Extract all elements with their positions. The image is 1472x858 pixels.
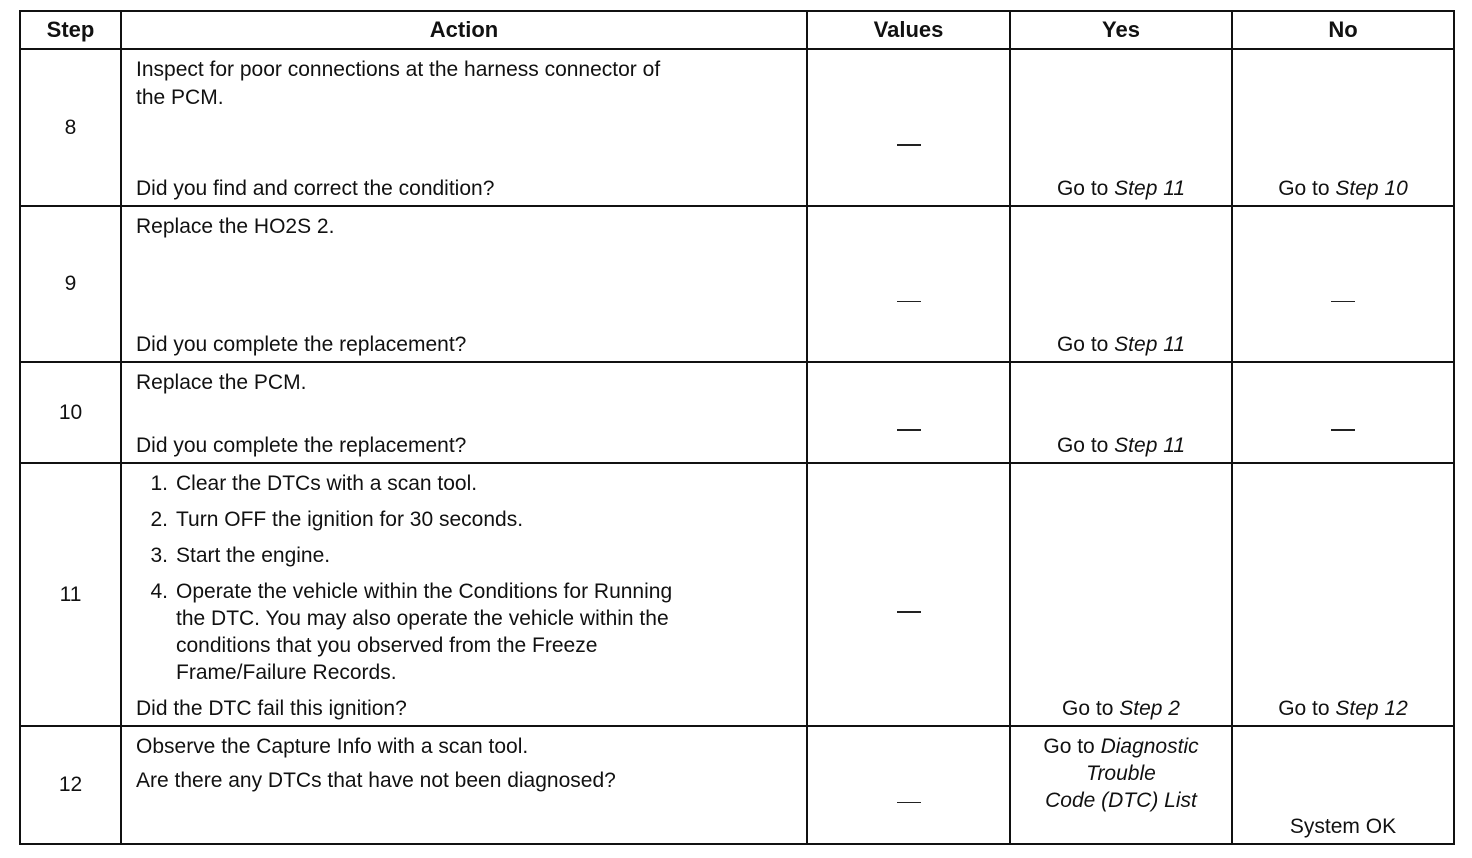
no-cell: [1232, 463, 1454, 726]
step-number: 12: [20, 726, 121, 844]
table-row: [20, 726, 1454, 844]
table-row: [20, 206, 1454, 362]
list-item: 3. Start the engine.: [150, 544, 331, 567]
header-action: Action: [121, 11, 807, 49]
header-step: Step: [20, 11, 121, 49]
values-cell: [807, 362, 1010, 463]
no-goto[interactable]: Go to Step 10: [1278, 177, 1408, 200]
no-cell: [1232, 49, 1454, 206]
yes-goto[interactable]: Go to Step 11: [1056, 177, 1186, 200]
step-number: 10: [20, 362, 121, 463]
action-question: Are there any DTCs that have not been diagnosed?: [136, 769, 616, 792]
step-number: 8: [20, 49, 121, 206]
yes-goto[interactable]: Go to Step 2: [1062, 697, 1180, 720]
values-dash: [808, 284, 1009, 308]
action-question: Did the DTC fail this ignition?: [136, 697, 407, 720]
yes-cell: [1010, 206, 1232, 362]
action-text: the PCM.: [136, 86, 224, 109]
step-number: 11: [20, 463, 121, 726]
table-row: [20, 463, 1454, 726]
no-cell: [1232, 206, 1454, 362]
action-cell: [121, 49, 807, 206]
list-item: 2. Turn OFF the ignition for 30 seconds.: [150, 508, 524, 531]
action-question: Did you complete the replacement?: [136, 333, 467, 356]
values-dash: [808, 413, 1009, 437]
no-dash: [1233, 284, 1453, 308]
yes-goto[interactable]: Go to Diagnostic Trouble Code (DTC) List: [1043, 735, 1199, 812]
no-cell: [1232, 362, 1454, 463]
no-result: System OK: [1289, 815, 1397, 838]
no-goto[interactable]: Go to Step 12: [1278, 697, 1408, 720]
values-cell: [807, 726, 1010, 844]
header-values: Values: [807, 11, 1010, 49]
yes-cell: [1010, 463, 1232, 726]
table-row: [20, 362, 1454, 463]
values-dash: [808, 128, 1009, 152]
no-cell: [1232, 726, 1454, 844]
header-row: [20, 11, 1454, 49]
action-question: Did you complete the replacement?: [136, 434, 467, 457]
action-cell: [121, 362, 807, 463]
yes-cell: [1010, 49, 1232, 206]
yes-cell: [1010, 726, 1232, 844]
header-no: No: [1232, 11, 1454, 49]
values-cell: [807, 49, 1010, 206]
no-dash: [1233, 413, 1453, 437]
values-dash: [808, 785, 1009, 809]
header-yes: Yes: [1010, 11, 1232, 49]
values-cell: [807, 463, 1010, 726]
values-dash: [808, 595, 1009, 619]
action-cell: [121, 206, 807, 362]
list-item: 4. Operate the vehicle within the Conditions for Running the DTC. You may also operate the vehicle within the conditions that you observed from the Freeze Frame/Failure Records.: [150, 580, 673, 684]
yes-goto[interactable]: Go to Step 11: [1056, 434, 1186, 457]
table-row: [20, 49, 1454, 206]
yes-goto[interactable]: Go to Step 11: [1056, 333, 1186, 356]
diagnostic-table: [19, 10, 1455, 845]
list-item: 1. Clear the DTCs with a scan tool.: [150, 472, 478, 495]
action-cell: [121, 463, 807, 726]
action-cell: [121, 726, 807, 844]
action-text: Observe the Capture Info with a scan tool.: [136, 735, 529, 758]
action-question: Did you find and correct the condition?: [136, 177, 495, 200]
action-text: Replace the PCM.: [136, 371, 307, 394]
action-text: Inspect for poor connections at the harness connector of: [136, 58, 661, 81]
values-cell: [807, 206, 1010, 362]
action-steps-list: [136, 470, 796, 686]
action-text: Replace the HO2S 2.: [136, 215, 335, 238]
step-number: 9: [20, 206, 121, 362]
yes-cell: [1010, 362, 1232, 463]
